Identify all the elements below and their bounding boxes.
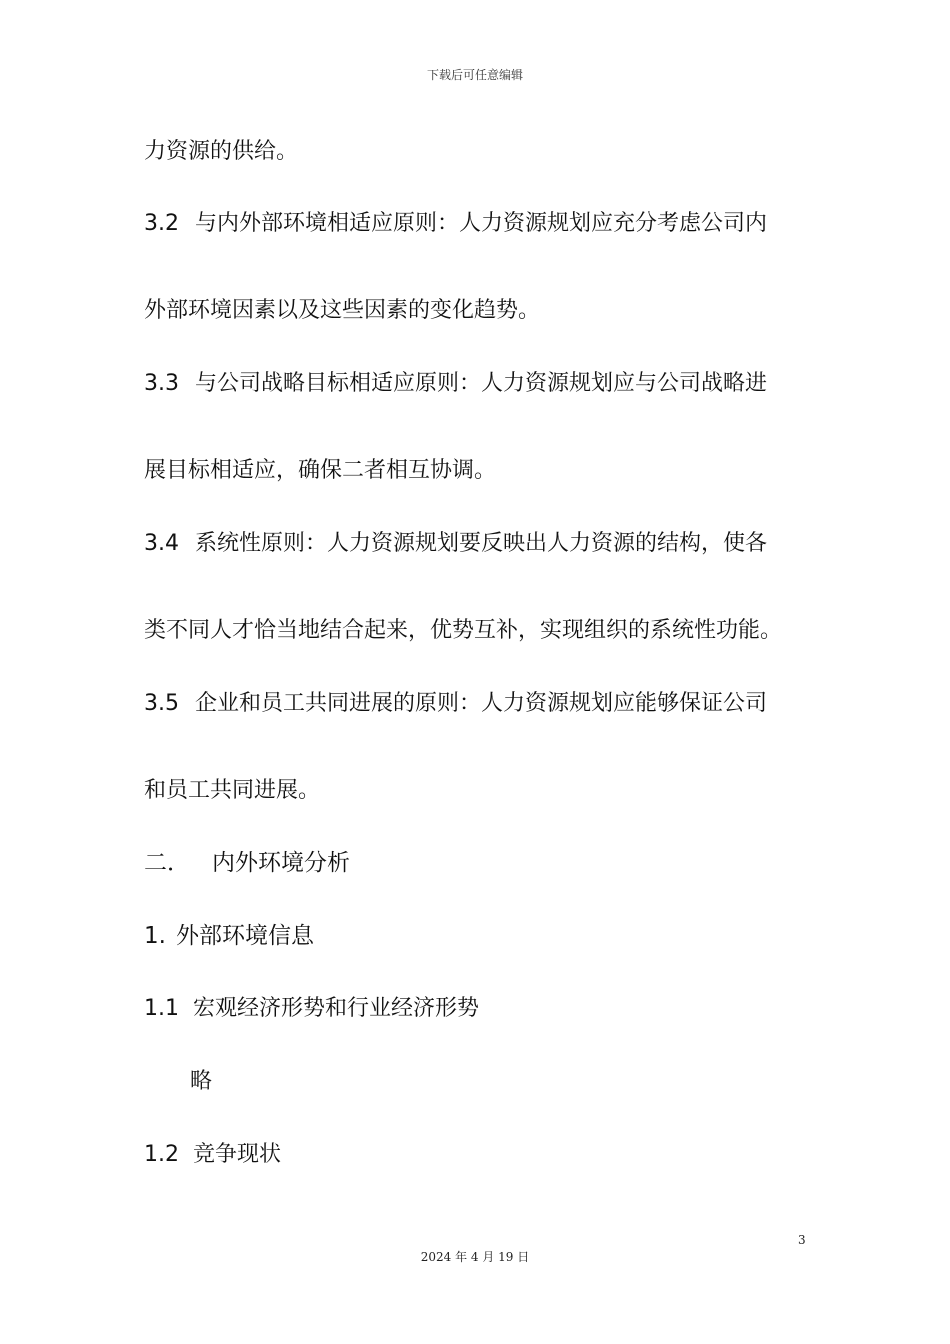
subsection-heading (144, 921, 814, 951)
subsection-title: 宏观经济形势和行业经济形势 (193, 996, 480, 1021)
item-text: 与公司战略目标相适应原则：人力资源规划应与公司战略进 (195, 371, 768, 396)
section-number: 二． (144, 850, 190, 876)
section-title: 内外环境分析 (212, 850, 350, 876)
item-3-2-line-2: 外部环境因素以及这些因素的变化趋势。 (144, 298, 541, 323)
page-header: 下载后可任意编辑 (426, 68, 523, 82)
item-3-5-line-2: 和员工共同进展。 (144, 778, 321, 803)
item-3-3-line-2: 展目标相适应，确保二者相互协调。 (144, 458, 497, 483)
page-number: 3 (798, 1233, 806, 1247)
item-3-3-line-1 (144, 369, 814, 399)
item-text: 企业和员工共同进展的原则：人力资源规划应能够保证公司 (195, 691, 768, 716)
item-number: 3.2 (144, 211, 179, 236)
item-number: 3.3 (144, 371, 179, 396)
item-3-4-line-1 (144, 529, 814, 559)
item-text: 系统性原则：人力资源规划要反映出人力资源的结构，使各 (195, 531, 768, 556)
item-3-4-line-2: 类不同人才恰当地结合起来，优势互补，实现组织的系统性功能。 (144, 618, 783, 643)
item-text: 与内外部环境相适应原则：人力资源规划应充分考虑公司内 (195, 211, 768, 236)
subsection-number: 1.1 (144, 996, 179, 1021)
subsection-content: 略 (190, 1069, 213, 1094)
subsection-number: 1. (144, 923, 166, 949)
subsection-title: 外部环境信息 (175, 923, 314, 949)
section-heading (144, 848, 814, 878)
subsection-title: 竞争现状 (193, 1142, 282, 1167)
subsection-1-1 (144, 994, 814, 1024)
item-number: 3.5 (144, 691, 179, 716)
item-3-2-line-1 (144, 209, 814, 239)
item-3-5-line-1 (144, 689, 814, 719)
subsection-1-2 (144, 1140, 814, 1170)
subsection-number: 1.2 (144, 1142, 179, 1167)
page-footer-date: 2024 年 4 月 19 日 (420, 1250, 530, 1264)
paragraph-line: 力资源的供给。 (144, 139, 299, 164)
item-number: 3.4 (144, 531, 179, 556)
